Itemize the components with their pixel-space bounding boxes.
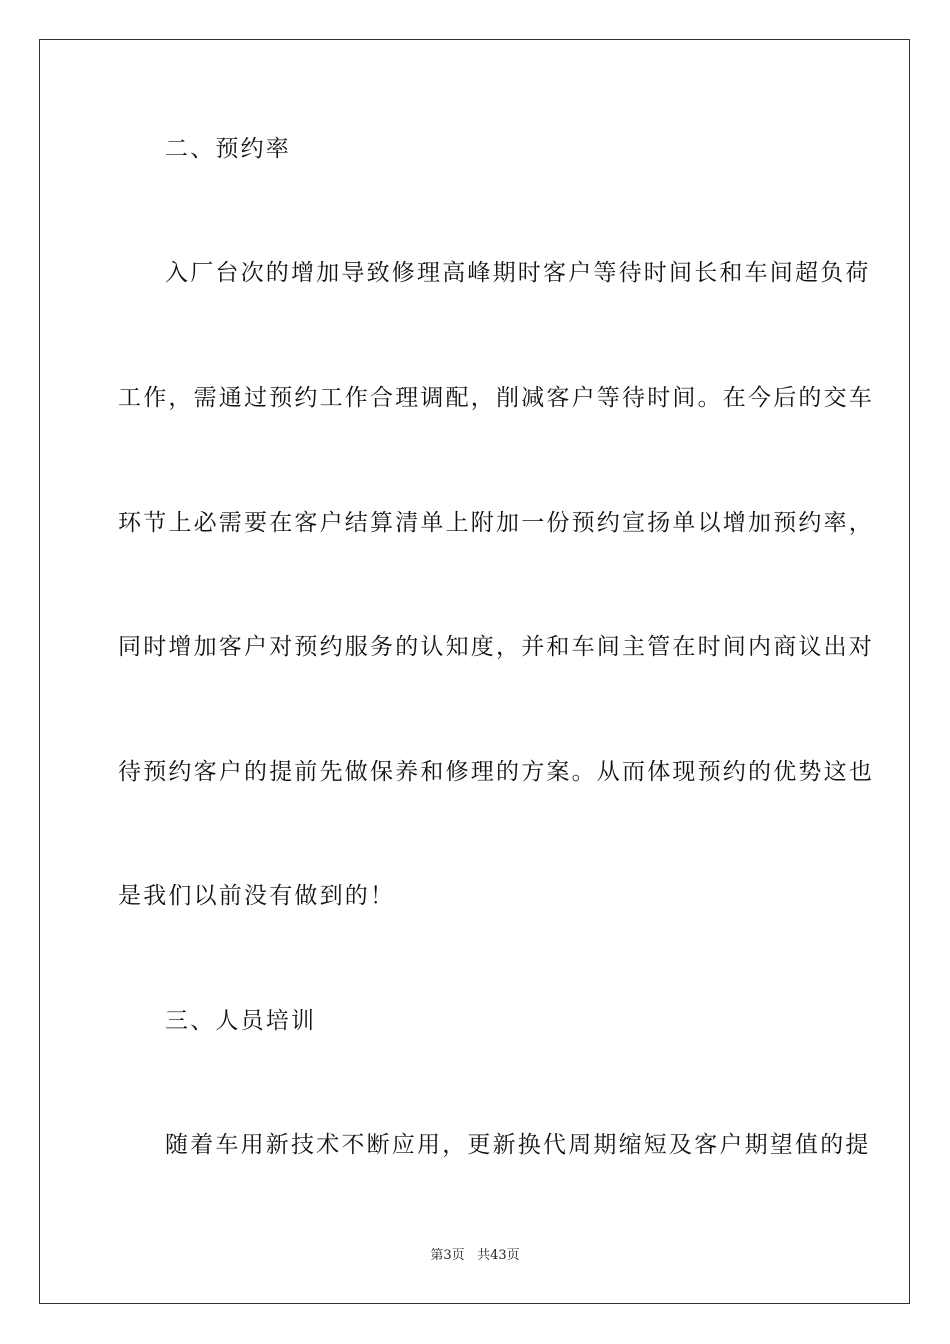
- paragraph-line: 入厂台次的增加导致修理高峰期时客户等待时间长和车间超负荷: [165, 260, 871, 286]
- page-number: 第3页: [430, 1248, 465, 1263]
- paragraph-line: 随着车用新技术不断应用，更新换代周期缩短及客户期望值的提: [165, 1132, 871, 1158]
- paragraph-line: 待预约客户的提前先做保养和修理的方案。从而体现预约的优势这也: [118, 759, 874, 785]
- page-footer: [0, 1247, 950, 1265]
- section-heading-appointment-rate: 二、预约率: [165, 136, 291, 162]
- paragraph-line: 是我们以前没有做到的！: [118, 883, 396, 909]
- section-heading-staff-training: 三、人员培训: [165, 1008, 317, 1034]
- paragraph-line: 环节上必需要在客户结算清单上附加一份预约宣扬单以增加预约率，: [118, 510, 874, 536]
- paragraph-line: 同时增加客户对预约服务的认知度，并和车间主管在时间内商议出对: [118, 634, 874, 660]
- page-total: 共43页: [477, 1248, 520, 1263]
- page-border: [39, 39, 910, 1304]
- paragraph-line: 工作，需通过预约工作合理调配，削减客户等待时间。在今后的交车: [118, 385, 874, 411]
